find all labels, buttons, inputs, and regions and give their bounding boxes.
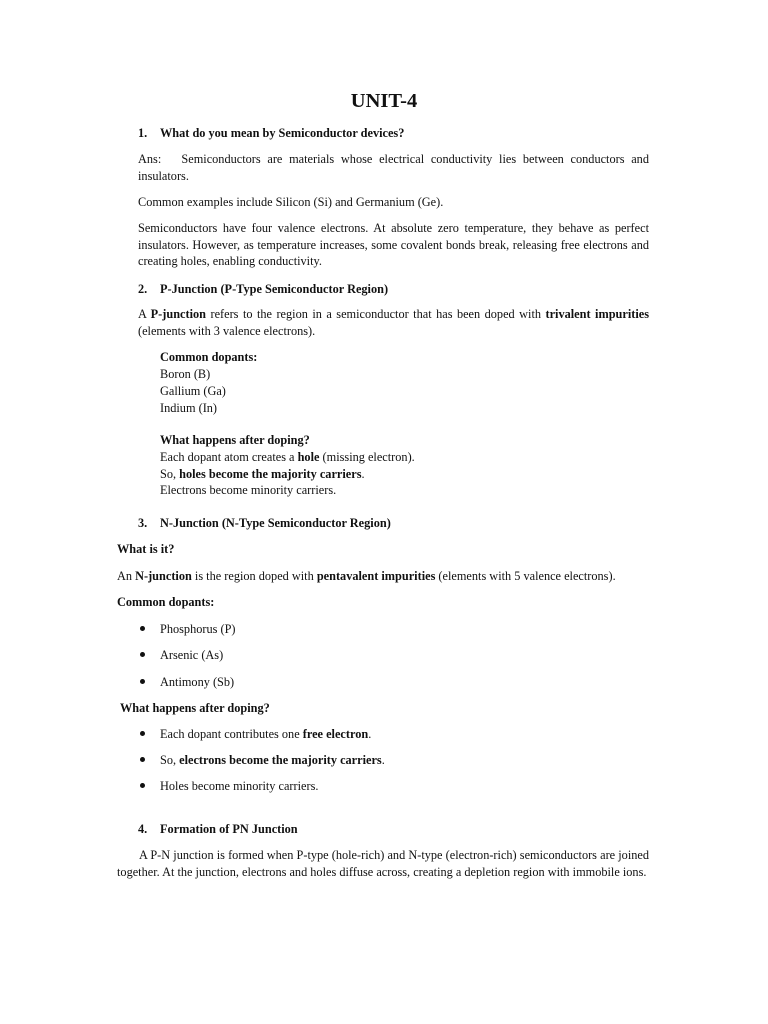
q2-dopant-item: Boron (B) [160,367,211,381]
q3-after-text: . [381,753,385,767]
q3-what-is-it: What is it? [117,542,175,556]
q2-dopant-item: Gallium (Ga) [160,384,226,398]
bullet-icon [140,652,145,657]
q2-after-text: So, [160,467,180,481]
q2-def-text: A [138,307,151,321]
q2-heading: P-Junction (P-Type Semiconductor Region) [160,282,389,296]
q2-def-impurities: trivalent impurities [545,307,649,321]
q2-def-text: refers to the region in a semiconductor that has been doped with [206,307,546,321]
q3-def-impurities: pentavalent impurities [316,569,436,583]
q2-dopant-item: Indium (In) [160,401,218,415]
q2-after-text: (missing electron). [319,450,415,464]
q2-definition [138,306,649,339]
q3-after-text: . [368,727,372,741]
q3-after-heading: What happens after doping? [120,701,270,715]
q4-paragraph: A P-N junction is formed when P-type (hole-rich) and N-type (electron-rich) semiconductors are joined together. At the junction, electrons and holes diffuse across, creating a depletion region with immobile ions. [117,848,649,879]
q3-number: 3. [138,516,148,530]
q2-number: 2. [138,282,148,296]
q3-def-text: is the region doped with [191,569,317,583]
q1-number: 1. [138,126,148,140]
q3-after-text: So, [160,753,180,767]
q1-answer-label: Ans: [138,152,162,166]
q2-after-line-3: Electrons become minority carriers. [160,483,337,497]
q2-after-text: . [361,467,365,481]
q3-def-term: N-junction [135,569,192,583]
q3-heading: N-Junction (N-Type Semiconductor Region) [160,516,391,530]
q3-definition [117,568,657,585]
bullet-icon [140,731,145,736]
q2-after-line-1 [160,449,415,466]
q3-def-text: An [117,569,136,583]
q1-examples: Common examples include Silicon (Si) and Germanium (Ge). [138,195,444,209]
q1-answer-text: Semiconductors are materials whose electrical conductivity lies between conductors and insulators. [138,152,649,183]
q1-valence-paragraph: Semiconductors have four valence electrons. At absolute zero temperature, they behave as perfect insulators. However, as temperature increases, some covalent bonds break, releasing free electrons and creating holes, enabling conductivity. [138,221,649,268]
q1-heading: What do you mean by Semiconductor devices? [160,126,405,140]
q2-after-term: hole [297,450,320,464]
q2-after-heading: What happens after doping? [160,433,310,447]
q2-def-term: P-junction [150,307,207,321]
q2-after-term: holes become the majority carriers [179,467,362,481]
bullet-icon [140,679,145,684]
q2-def-text: (elements with 3 valence electrons). [138,323,316,338]
q3-after-line-3: Holes become minority carriers. [160,779,319,793]
bullet-icon [140,626,145,631]
q3-dopant-item: Antimony (Sb) [160,675,235,689]
q3-after-line-2 [160,752,385,769]
q3-dopant-item: Phosphorus (P) [160,622,236,636]
bullet-icon [140,783,145,788]
q2-after-text: Each dopant atom creates a [160,450,298,464]
q4-heading: Formation of PN Junction [160,822,298,836]
q3-dopants-heading: Common dopants: [117,595,215,609]
q3-dopant-item: Arsenic (As) [160,648,224,662]
q4-number: 4. [138,822,148,836]
q2-after-line-2 [160,466,365,483]
page-title: UNIT-4 [350,90,418,112]
bullet-icon [140,757,145,762]
q3-after-text: Each dopant contributes one [160,727,303,741]
q3-after-term: free electron [302,727,369,741]
q3-after-line-1 [160,726,371,743]
q2-dopants-heading: Common dopants: [160,350,258,364]
q3-after-term: electrons become the majority carriers [179,753,382,767]
q3-def-text: (elements with 5 valence electrons). [435,569,616,583]
q1-answer [138,151,649,184]
